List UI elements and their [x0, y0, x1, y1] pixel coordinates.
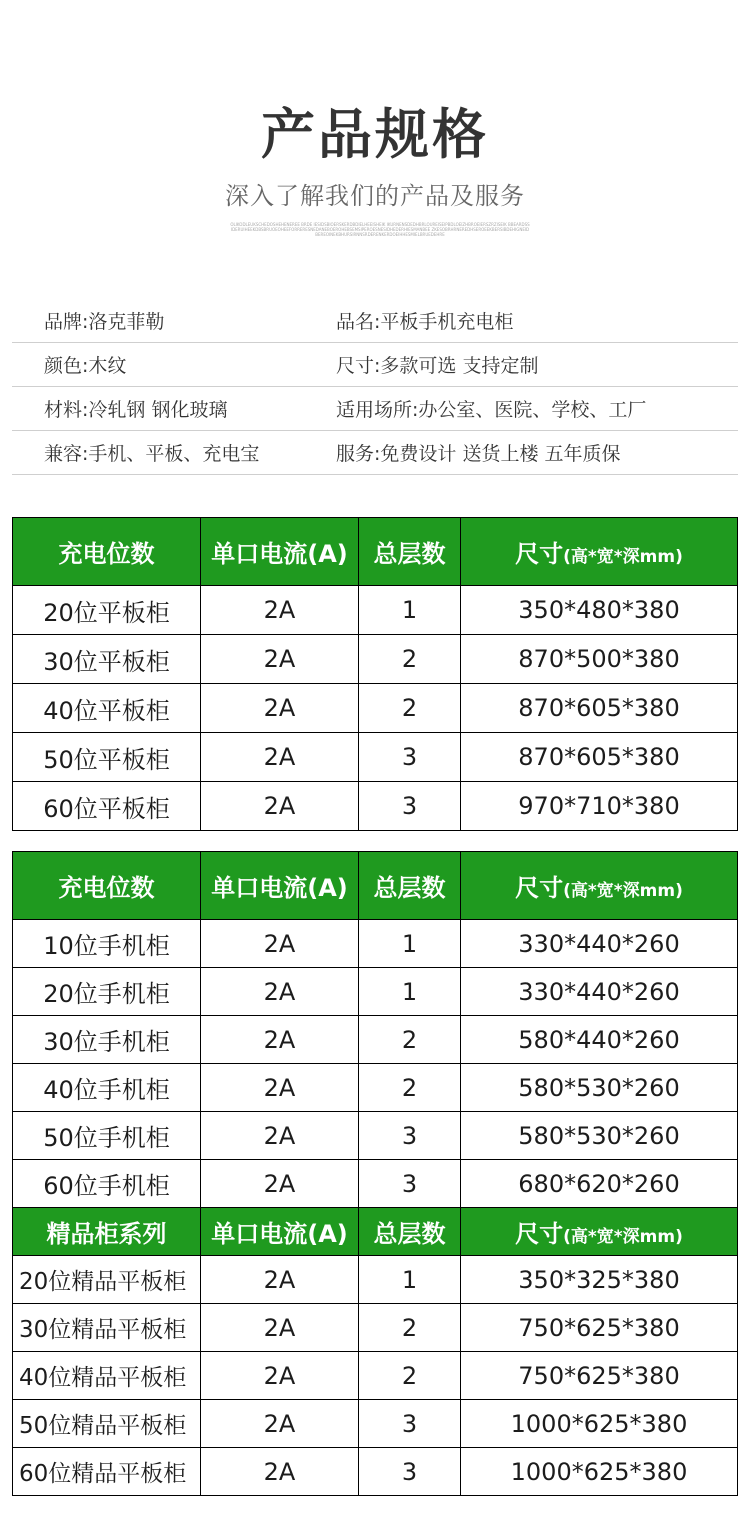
cell-current: 2A [201, 684, 359, 733]
page-subtitle: 深入了解我们的产品及服务 [225, 182, 525, 210]
cell-current: 2A [201, 635, 359, 684]
table-row [13, 782, 738, 831]
spec-venues [336, 395, 738, 422]
table-header-row [13, 852, 738, 920]
spec-material [12, 395, 336, 422]
header-layers: 总层数 [359, 518, 461, 586]
spec-list [12, 299, 738, 475]
header-size-unit: (高*宽*深mm) [563, 547, 683, 567]
cell-name: 40位精品平板柜 [13, 1352, 201, 1400]
table-row [13, 1064, 738, 1112]
spec-value: 洛克菲勒 [88, 311, 165, 333]
spec-value: 办公室、医院、学校、工厂 [418, 399, 647, 421]
table-row [13, 1016, 738, 1064]
spec-value: 多款可选 支持定制 [380, 355, 539, 377]
table-header-row [13, 518, 738, 586]
cell-size: 750*625*380 [461, 1352, 738, 1400]
cell-size: 750*625*380 [461, 1304, 738, 1352]
cell-current: 2A [201, 1016, 359, 1064]
cell-layers: 3 [359, 1160, 461, 1208]
cell-current: 2A [201, 1448, 359, 1496]
premium-header-row [13, 1208, 738, 1256]
spec-brand [12, 307, 336, 334]
spec-row [12, 431, 738, 475]
spec-product-name [336, 307, 738, 334]
cell-layers: 3 [359, 1400, 461, 1448]
table-row [13, 684, 738, 733]
cell-size: 580*530*260 [461, 1064, 738, 1112]
cell-name: 60位手机柜 [13, 1160, 201, 1208]
cell-name: 20位平板柜 [13, 586, 201, 635]
cell-current: 2A [201, 733, 359, 782]
cell-current: 2A [201, 1304, 359, 1352]
table-row [13, 1448, 738, 1496]
cell-name: 50位手机柜 [13, 1112, 201, 1160]
header-size [461, 1208, 738, 1256]
cell-layers: 3 [359, 782, 461, 831]
cell-name: 30位平板柜 [13, 635, 201, 684]
header-size-unit: (高*宽*深mm) [563, 881, 683, 901]
table-row [13, 635, 738, 684]
cell-name: 20位手机柜 [13, 968, 201, 1016]
cell-layers: 2 [359, 635, 461, 684]
cell-layers: 2 [359, 684, 461, 733]
cell-name: 60位平板柜 [13, 782, 201, 831]
cell-name: 20位精品平板柜 [13, 1256, 201, 1304]
cell-size: 350*325*380 [461, 1256, 738, 1304]
spec-service [336, 439, 738, 466]
table-row [13, 1160, 738, 1208]
table-row [13, 968, 738, 1016]
cell-size: 870*605*380 [461, 684, 738, 733]
spec-row [12, 387, 738, 431]
header-size-unit: (高*宽*深mm) [563, 1227, 683, 1247]
header-layers: 总层数 [359, 852, 461, 920]
cell-current: 2A [201, 586, 359, 635]
cell-size: 680*620*260 [461, 1160, 738, 1208]
cell-current: 2A [201, 1112, 359, 1160]
cell-name: 10位手机柜 [13, 920, 201, 968]
spec-value: 平板手机充电柜 [380, 311, 514, 333]
spec-value: 免费设计 送货上楼 五年质保 [380, 443, 621, 465]
cell-layers: 2 [359, 1064, 461, 1112]
table-row [13, 1112, 738, 1160]
cell-current: 2A [201, 782, 359, 831]
spec-row [12, 343, 738, 387]
header-current: 单口电流(A) [201, 1208, 359, 1256]
cell-name: 40位平板柜 [13, 684, 201, 733]
page-title: 产品规格 [261, 103, 489, 166]
header-series: 精品柜系列 [13, 1208, 201, 1256]
cell-name: 50位精品平板柜 [13, 1400, 201, 1448]
spec-label: 兼容: [44, 443, 89, 465]
table-row [13, 586, 738, 635]
spec-label: 适用场所: [336, 399, 419, 421]
cell-size: 330*440*260 [461, 920, 738, 968]
header-slots: 充电位数 [13, 518, 201, 586]
table-row [13, 733, 738, 782]
cell-current: 2A [201, 1352, 359, 1400]
cell-current: 2A [201, 920, 359, 968]
cell-current: 2A [201, 1064, 359, 1112]
cell-size: 870*500*380 [461, 635, 738, 684]
header-size-main: 尺寸 [515, 874, 564, 902]
cell-size: 1000*625*380 [461, 1400, 738, 1448]
cell-layers: 1 [359, 1256, 461, 1304]
cell-layers: 1 [359, 968, 461, 1016]
header-size [461, 852, 738, 920]
spec-label: 材料: [44, 399, 89, 421]
spec-value: 冷轧钢 钢化玻璃 [88, 399, 228, 421]
cell-size: 970*710*380 [461, 782, 738, 831]
header-current: 单口电流(A) [201, 518, 359, 586]
cell-name: 60位精品平板柜 [13, 1448, 201, 1496]
header-size [461, 518, 738, 586]
cell-name: 50位平板柜 [13, 733, 201, 782]
spec-value: 木纹 [88, 355, 127, 377]
table-row [13, 1352, 738, 1400]
cell-layers: 2 [359, 1352, 461, 1400]
table-row [13, 1400, 738, 1448]
header-layers: 总层数 [359, 1208, 461, 1256]
phone-cabinet-table [12, 851, 738, 1496]
spec-color [12, 351, 336, 378]
cell-layers: 3 [359, 1112, 461, 1160]
cell-size: 1000*625*380 [461, 1448, 738, 1496]
cell-size: 580*440*260 [461, 1016, 738, 1064]
cell-name: 30位精品平板柜 [13, 1304, 201, 1352]
spec-compatibility [12, 439, 336, 466]
cell-current: 2A [201, 1160, 359, 1208]
header-current: 单口电流(A) [201, 852, 359, 920]
tablet-cabinet-table [12, 517, 738, 831]
spec-size [336, 351, 738, 378]
table-row [13, 920, 738, 968]
cell-name: 40位手机柜 [13, 1064, 201, 1112]
cell-layers: 3 [359, 733, 461, 782]
table-row [13, 1256, 738, 1304]
cell-layers: 1 [359, 586, 461, 635]
decorative-fineprint: OLIKODLEUKSCHEDOSHEHENEREE BRDE IESIDSBIOERSKERDBDIELHEEISHEIK IKURNENSDEDHBRLOUREISEIPBDLOEIZHBROEIERSZRZISEIK BBEARDSSIDERUIHEEKDBSBRUOEOHEEFORRERESNEDANEBOEROHEBSEMSIPEROESNESIDHEDERHIESMANBEE ZKESOBRHRNEREDHSEROEEKBERSIBDEHIGNEIDBEREOINEKBHURSIRNNSRDERENKERDOEIHHESMIELBRUEDEHRE [230, 222, 530, 237]
cell-size: 870*605*380 [461, 733, 738, 782]
cell-current: 2A [201, 1256, 359, 1304]
spec-row [12, 299, 738, 343]
header-size-main: 尺寸 [515, 1220, 564, 1248]
spec-label: 颜色: [44, 355, 89, 377]
cell-current: 2A [201, 1400, 359, 1448]
cell-current: 2A [201, 968, 359, 1016]
header-size-main: 尺寸 [515, 540, 564, 568]
cell-name: 30位手机柜 [13, 1016, 201, 1064]
cell-size: 350*480*380 [461, 586, 738, 635]
spec-value: 手机、平板、充电宝 [88, 443, 260, 465]
cell-layers: 2 [359, 1016, 461, 1064]
table-row [13, 1304, 738, 1352]
cell-layers: 2 [359, 1304, 461, 1352]
cell-layers: 3 [359, 1448, 461, 1496]
spec-label: 品名: [336, 311, 381, 333]
header-slots: 充电位数 [13, 852, 201, 920]
spec-label: 服务: [336, 443, 381, 465]
spec-label: 品牌: [44, 311, 89, 333]
cell-size: 580*530*260 [461, 1112, 738, 1160]
spec-label: 尺寸: [336, 355, 381, 377]
cell-layers: 1 [359, 920, 461, 968]
cell-size: 330*440*260 [461, 968, 738, 1016]
